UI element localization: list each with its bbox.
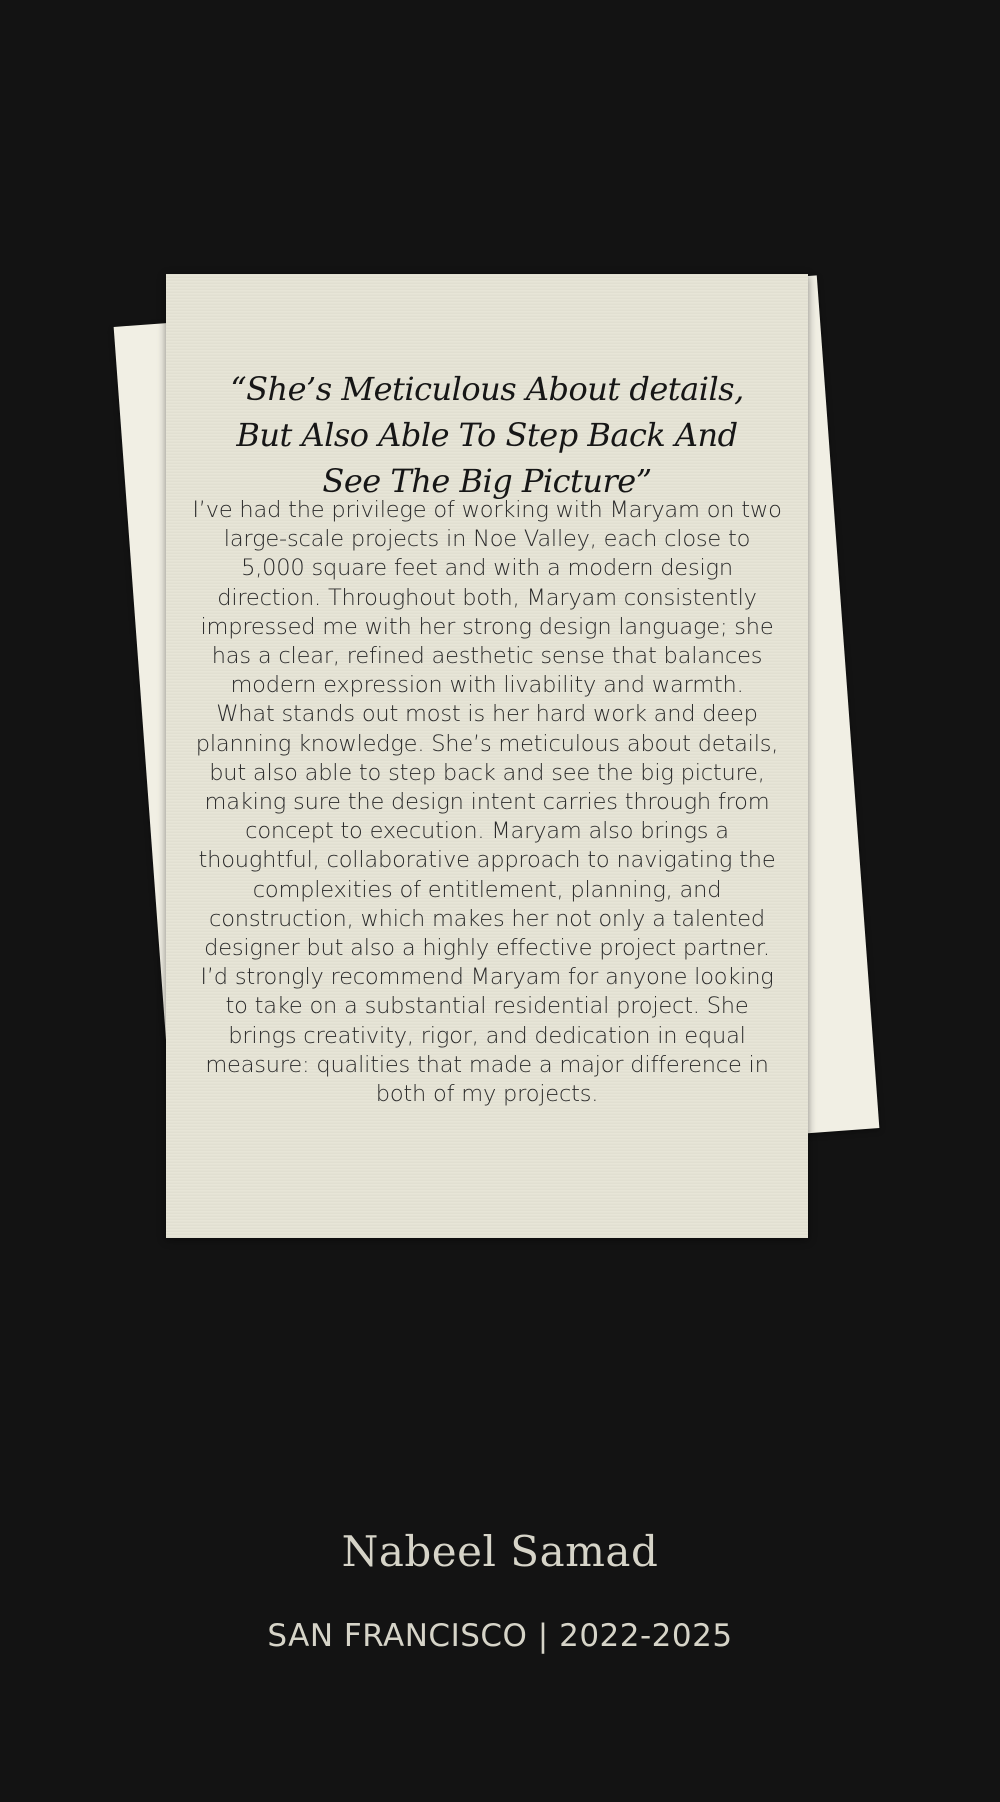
testimonial-headline: “She’s Meticulous About details, But Also Able To Step Back And See The Big Picture” [230,370,744,500]
author-name: Nabeel Samad [341,1527,659,1576]
testimonial-paragraph: I’ve had the privilege of working with Maryam on two large-scale projects in Noe Valley, each close to 5,000 square feet and with a modern design direction. Throughout both, Maryam consistently impressed me with her strong design language; she has a clear, refined aesthetic sense that balances modern expression with livability and warmth. [192,497,782,699]
testimonial-body [192,496,782,1109]
testimonial-card [166,274,808,1238]
testimonial-paragraph: I’d strongly recommend Maryam for anyone looking to take on a substantial residential project. She brings creativity, rigor, and dedication in equal measure: qualities that made a major difference in both of my projects. [200,964,774,1108]
author-location-years: SAN FRANCISCO | 2022-2025 [267,1618,733,1654]
testimonial-paragraph: What stands out most is her hard work and deep planning knowledge. She’s meticulous about details, but also able to step back and see the big picture, making sure the design intent carries through from concept to execution. Maryam also brings a thoughtful, collaborative approach to navigating the complexities of entitlement, planning, and construction, which makes her not only a talented designer but also a highly effective project partner. [195,701,779,962]
